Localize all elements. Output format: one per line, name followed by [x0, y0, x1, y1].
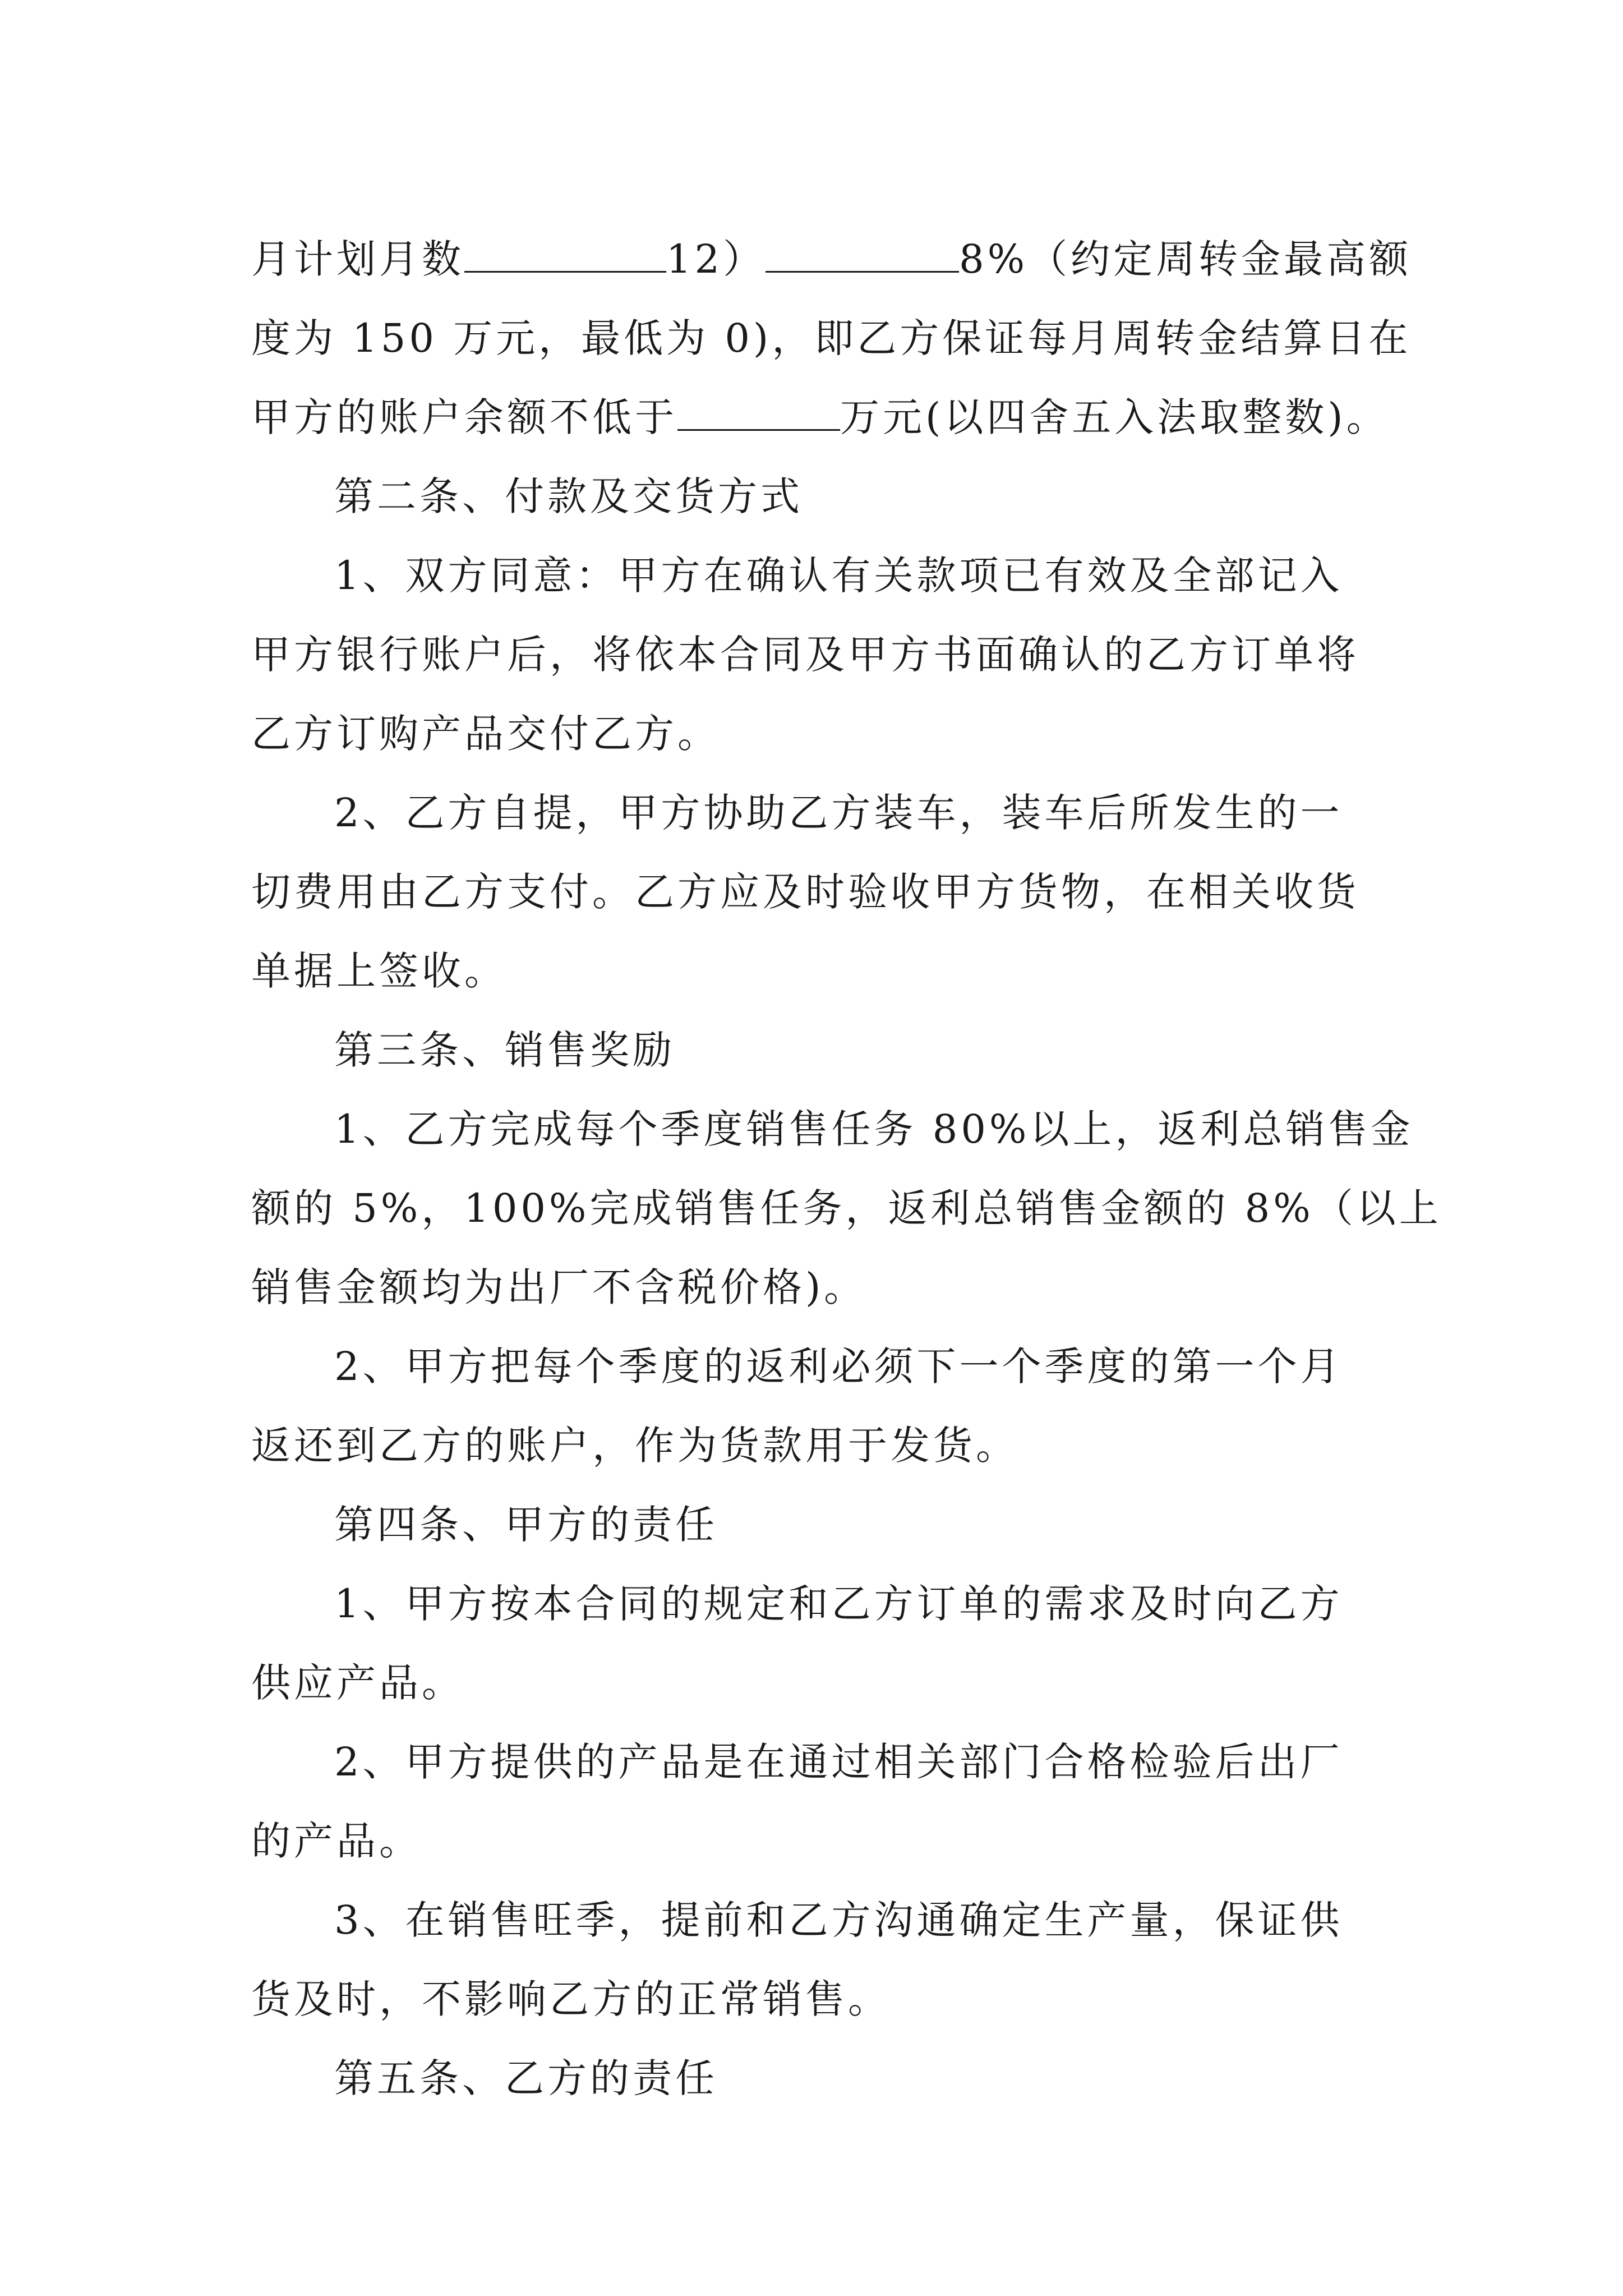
- text-segment: 12）: [666, 236, 766, 282]
- section-heading: 第四条、甲方的责任: [334, 1502, 718, 1548]
- fill-in-blank: [464, 240, 666, 273]
- paragraph-line: 供应产品。: [251, 1660, 464, 1706]
- paragraph-line: 2、甲方提供的产品是在通过相关部门合格检验后出厂: [334, 1739, 1343, 1785]
- section-heading: 第五条、乙方的责任: [334, 2055, 718, 2101]
- paragraph-line: 度为 150 万元，最低为 0)，即乙方保证每月周转金结算日在: [251, 315, 1412, 361]
- paragraph-line: 切费用由乙方支付。乙方应及时验收甲方货物，在相关收货: [251, 869, 1359, 915]
- section-heading: 第三条、销售奖励: [334, 1027, 675, 1073]
- text-segment: 万元(以四舍五入法取整数)。: [840, 394, 1389, 440]
- paragraph-line: [251, 378, 1395, 457]
- paragraph-line: 2、乙方自提，甲方协助乙方装车，装车后所发生的一: [334, 790, 1343, 836]
- paragraph-line: 甲方银行账户后，将依本合同及甲方书面确认的乙方订单将: [251, 632, 1359, 678]
- text-segment: 月计划月数: [251, 236, 464, 282]
- paragraph-line: 1、甲方按本合同的规定和乙方订单的需求及时向乙方: [334, 1581, 1343, 1627]
- section-heading: 第二条、付款及交货方式: [334, 473, 803, 519]
- fill-in-blank: [677, 398, 840, 431]
- text-segment: 8%（约定周转金最高额: [959, 236, 1412, 282]
- paragraph-line: 1、乙方完成每个季度销售任务 80%以上，返利总销售金: [334, 1106, 1414, 1152]
- paragraph-line: 的产品。: [251, 1818, 422, 1864]
- paragraph-line: 3、在销售旺季，提前和乙方沟通确定生产量，保证供: [334, 1897, 1343, 1943]
- document-body: [251, 220, 1442, 2118]
- paragraph-line: 货及时，不影响乙方的正常销售。: [251, 1976, 891, 2022]
- paragraph-line: 销售金额均为出厂不含税价格)。: [251, 1264, 867, 1310]
- paragraph-line: 返还到乙方的账户，作为货款用于发货。: [251, 1423, 1018, 1469]
- paragraph-line: 1、双方同意：甲方在确认有关款项已有效及全部记入: [334, 553, 1343, 599]
- paragraph-line: 额的 5%，100%完成销售任务，返利总销售金额的 8%（以上: [251, 1185, 1442, 1231]
- paragraph-line: [251, 220, 1412, 299]
- paragraph-line: 乙方订购产品交付乙方。: [251, 711, 720, 757]
- text-segment: 甲方的账户余额不低于: [251, 394, 677, 440]
- paragraph-line: 2、甲方把每个季度的返利必须下一个季度的第一个月: [334, 1343, 1343, 1389]
- paragraph-line: 单据上签收。: [251, 948, 507, 994]
- fill-in-blank: [766, 240, 959, 273]
